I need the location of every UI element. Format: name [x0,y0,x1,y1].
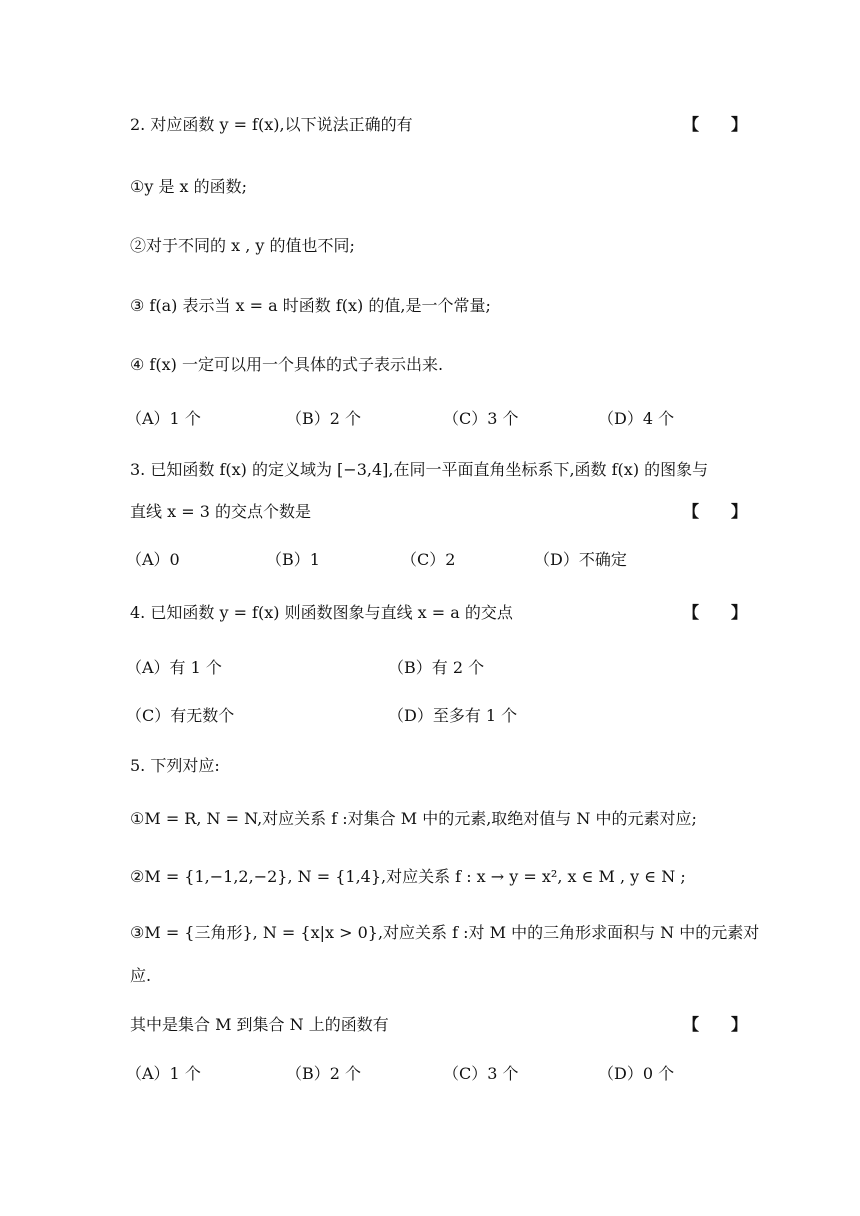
q2-stem: 2. 对应函数 y = f(x),以下说法正确的有 [130,115,413,134]
q5-item-2: ②M = {1,−1,2,−2}, N = {1,4},对应关系 f : x → y = x², x ∈ M , y ∈ N ; [130,867,686,886]
q2-item-3: ③ f(a) 表示当 x = a 时函数 f(x) 的值,是一个常量; [130,296,491,315]
q5-question: 其中是集合 M 到集合 N 上的函数有 [130,1015,389,1034]
q3-answer-bracket: 【 】 [683,502,748,521]
q3-option-b: （B）1 [266,550,320,569]
q2-option-c: （C）3 个 [443,409,519,428]
q3-option-d: （D）不确定 [534,550,627,569]
q4-option-a: （A）有 1 个 [126,658,222,677]
q3-stem-line2: 直线 x = 3 的交点个数是 [130,502,311,521]
q4-stem: 4. 已知函数 y = f(x) 则函数图象与直线 x = a 的交点 [130,603,513,622]
q4-option-b: （B）有 2 个 [388,658,485,677]
q4-answer-bracket: 【 】 [683,603,748,622]
q2-item-4: ④ f(x) 一定可以用一个具体的式子表示出来. [130,355,444,374]
q5-item-3: ③M = {三角形}, N = {x|x > 0},对应关系 f :对 M 中的三角形求面积与 N 中的元素对 [130,923,760,942]
q3-option-c: （C）2 [401,550,456,569]
q5-stem: 5. 下列对应: [130,756,220,775]
q5-option-c: （C）3 个 [443,1064,519,1083]
q2-option-a: （A）1 个 [126,409,201,428]
q4-option-d: （D）至多有 1 个 [388,706,518,725]
q2-answer-bracket: 【 】 [683,115,748,134]
q2-item-1: ①y 是 x 的函数; [130,177,248,196]
q2-option-d: （D）4 个 [598,409,675,428]
q3-option-a: （A）0 [126,550,180,569]
q5-answer-bracket: 【 】 [683,1015,748,1034]
q2-option-b: （B）2 个 [286,409,362,428]
q4-option-c: （C）有无数个 [126,706,235,725]
q2-item-2: ②对于不同的 x , y 的值也不同; [130,236,355,255]
q5-option-b: （B）2 个 [286,1064,362,1083]
q5-item-1: ①M = R, N = N,对应关系 f :对集合 M 中的元素,取绝对值与 N 中的元素对应; [130,809,697,828]
q5-option-d: （D）0 个 [598,1064,675,1083]
q3-stem-line1: 3. 已知函数 f(x) 的定义域为 [−3,4],在同一平面直角坐标系下,函数 f(x) 的图象与 [130,460,709,479]
q5-option-a: （A）1 个 [126,1064,201,1083]
q5-item-3-continuation: 应. [130,966,152,985]
